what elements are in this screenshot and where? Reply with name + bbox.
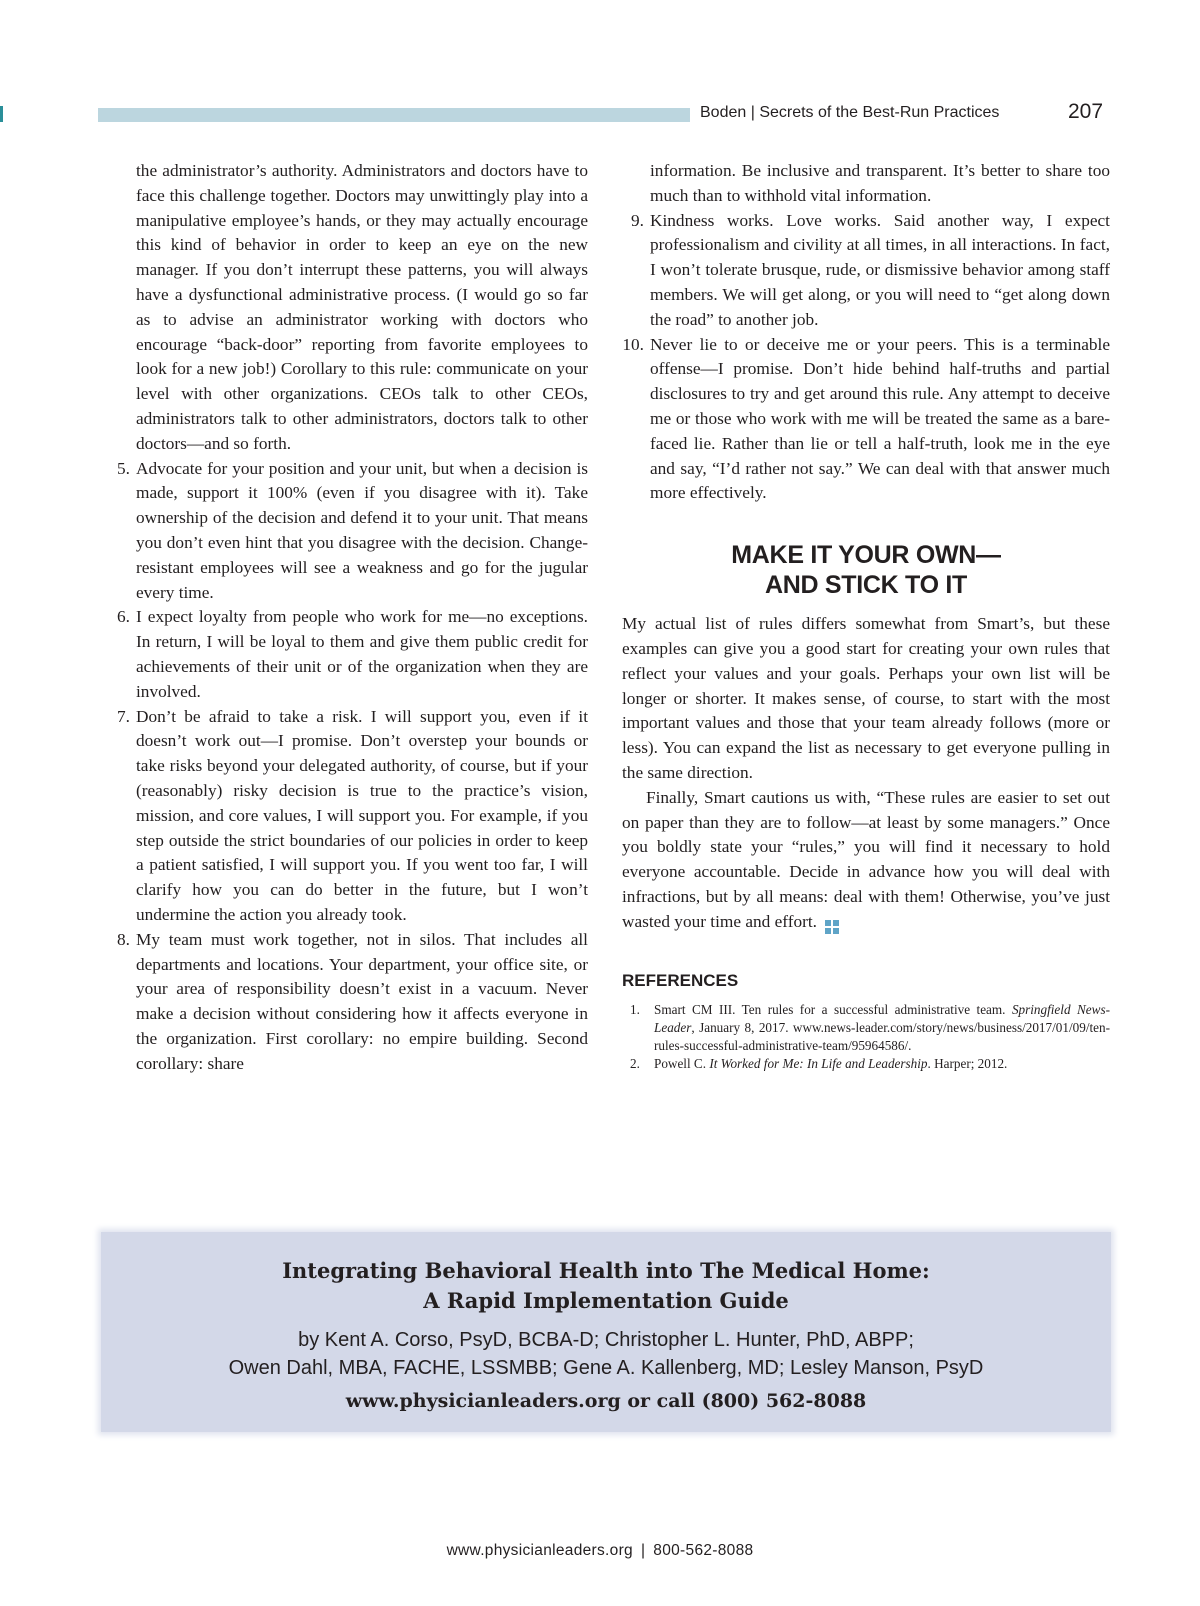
references-list [622,1001,1110,1073]
ad-title [101,1256,1111,1316]
list-item [108,457,588,606]
list-number: 7. [117,706,130,726]
list-item-text: I expect loyalty from people who work for me—no exceptions. In return, I will be loyal to them and give them public credit for achievements of their unit or of the organization when they are involved. [136,607,588,701]
book-advertisement [101,1232,1111,1432]
ad-title-line: A Rapid Implementation Guide [423,1288,789,1313]
list-item [108,605,588,704]
section-heading-line: AND STICK TO IT [765,571,967,600]
list-number: 9. [631,210,644,230]
list-item-text: Advocate for your position and your unit, but when a decision is made, support it 100% (even if you disagree with it). Take ownership of the decision and defend it to your unit. That means you don’t even hint that you disagree with the decision. Change-resistant employees will see a weakness and go for the jugular every time. [136,458,588,602]
body-paragraph [622,786,1110,935]
reference-source-title: It Worked for Me: In Life and Leadership [709,1056,928,1072]
section-heading [622,540,1110,600]
references-heading: REFERENCES [622,970,739,990]
right-column [622,159,1110,1073]
reference-text: . Harper; 2012. [927,1056,1008,1072]
list-item [108,705,588,928]
list-item-text: Don’t be afraid to take a risk. I will support you, even if it doesn’t work out—I promise. Don’t overstep your bounds or take risks beyond your delegated authority, of course, but if your (reasonably) risky decision is true to the practice’s vision, mission, and core values, I will support you. For example, if you step outside the strict boundaries of our policies in order to keep a patient satisfied, I will support you. If you went too far, I will clarify how you can do better in the future, but I won’t undermine the action you already took. [136,706,588,924]
rule-8-continuation: information. Be inclusive and transparent. It’s better to share too much than to withhold vital information. [650,161,1110,205]
edge-tab-marker [0,106,3,122]
list-number: 8. [117,929,130,949]
ad-title-line: Integrating Behavioral Health into The Medical Home: [282,1258,930,1283]
footer-separator: | [640,1542,646,1559]
rule-4-continuation: the administrator’s authority. Administrators and doctors have to face this challenge together. Doctors may unwittingly play into a manipulative employee’s hands, or they may actually encourage this kind of behavior in order to keep an eye on the new manager. If you don’t interrupt these patterns, you will always have a dysfunctional administrative process. (I would go so far as to advise an administrator working with doctors who encourage “back-door” reporting from favorite employees to look for a new job!) Corollary to this rule: communicate on your level with other organizations. CEOs talk to other CEOs, administrators talk to other administrators, doctors talk to other doctors—and so forth. [136,161,588,453]
list-item-text: Kindness works. Love works. Said another way, I expect professionalism and civility at all times, in all interactions. In fact, I won’t tolerate brusque, rude, or dismissive behavior among staff members. We will get along, or you will need to “get along down the road” to another job. [650,210,1110,329]
reference-text: Smart CM III. Ten rules for a successful administrative team. [654,1002,1012,1018]
rules-list-right [622,209,1110,507]
end-of-article-mark-icon [825,920,839,934]
left-column [108,159,588,1076]
ad-authors-line: by Kent A. Corso, PsyD, BCBA-D; Christopher L. Hunter, PhD, ABPP; [298,1329,914,1351]
list-item-text: Never lie to or deceive me or your peers. This is a terminable offense—I promise. Don’t hide behind half-truths and partial disclosures to try and get around this rule. Any attempt to deceive me or those who work with me will be treated the same as a bare-faced lie. Rather than lie or tell a half-truth, look me in the eye and say, “I’d rather not say.” We can deal with that answer much more effectively. [650,334,1110,503]
ad-authors [101,1326,1111,1382]
reference-item [622,1001,1110,1055]
reference-number: 2. [630,1056,640,1072]
section-heading-line: MAKE IT YOUR OWN— [731,541,1001,570]
rules-list-left [108,457,588,1077]
list-number: 6. [117,607,130,627]
reference-item [622,1055,1110,1073]
list-number: 5. [117,458,130,478]
list-item [108,928,588,1077]
page-footer [0,1542,1200,1560]
ad-authors-line: Owen Dahl, MBA, FACHE, LSSMBB; Gene A. Kallenberg, MD; Lesley Manson, PsyD [228,1357,984,1379]
ad-contact-link[interactable]: www.physicianleaders.org or call (800) 562-8088 [345,1390,867,1412]
page-number: 207 [1068,100,1104,123]
list-item [622,209,1110,333]
footer-website-link[interactable]: www.physicianleaders.org [446,1542,633,1559]
header-rule-bar [98,108,690,122]
reference-number: 1. [630,1002,640,1018]
running-head: Boden | Secrets of the Best-Run Practices [700,104,1000,121]
reference-text: Powell C. [654,1056,710,1072]
reference-text: , January 8, 2017. www.news-leader.com/story/news/business/2017/01/09/ten-rules-successful-administrative-team/95964586/. [654,1020,1110,1054]
body-paragraph: My actual list of rules differs somewhat from Smart’s, but these examples can give you a good start for creating your own rules that reflect your values and your goals. Perhaps your own list will be longer or shorter. It makes sense, of course, to start with the most important values and those that your team already follows (more or less). You can expand the list as necessary to get everyone pulling in the same direction. [622,614,1110,782]
list-item [622,333,1110,507]
reference-source-title: Springfield News-Leader [654,1002,1110,1036]
list-number: 10. [622,334,644,354]
body-paragraph-text: Finally, Smart cautions us with, “These rules are easier to set out on paper than they are to follow—at least by some managers.” Once you boldly state your “rules,” you will find it necessary to hold everyone accountable. Decide in advance how you will deal with infractions, but by all means: deal with them! Otherwise, you’ve just wasted your time and effort. [622,787,1110,931]
list-item-text: My team must work together, not in silos. That includes all departments and locations. Your department, your office site, or your area of responsibility doesn’t exist in a vacuum. Never make a decision without considering how it affects everyone in the organization. First corollary: no empire building. Second corollary: share [136,929,588,1073]
footer-phone: 800-562-8088 [653,1542,754,1559]
